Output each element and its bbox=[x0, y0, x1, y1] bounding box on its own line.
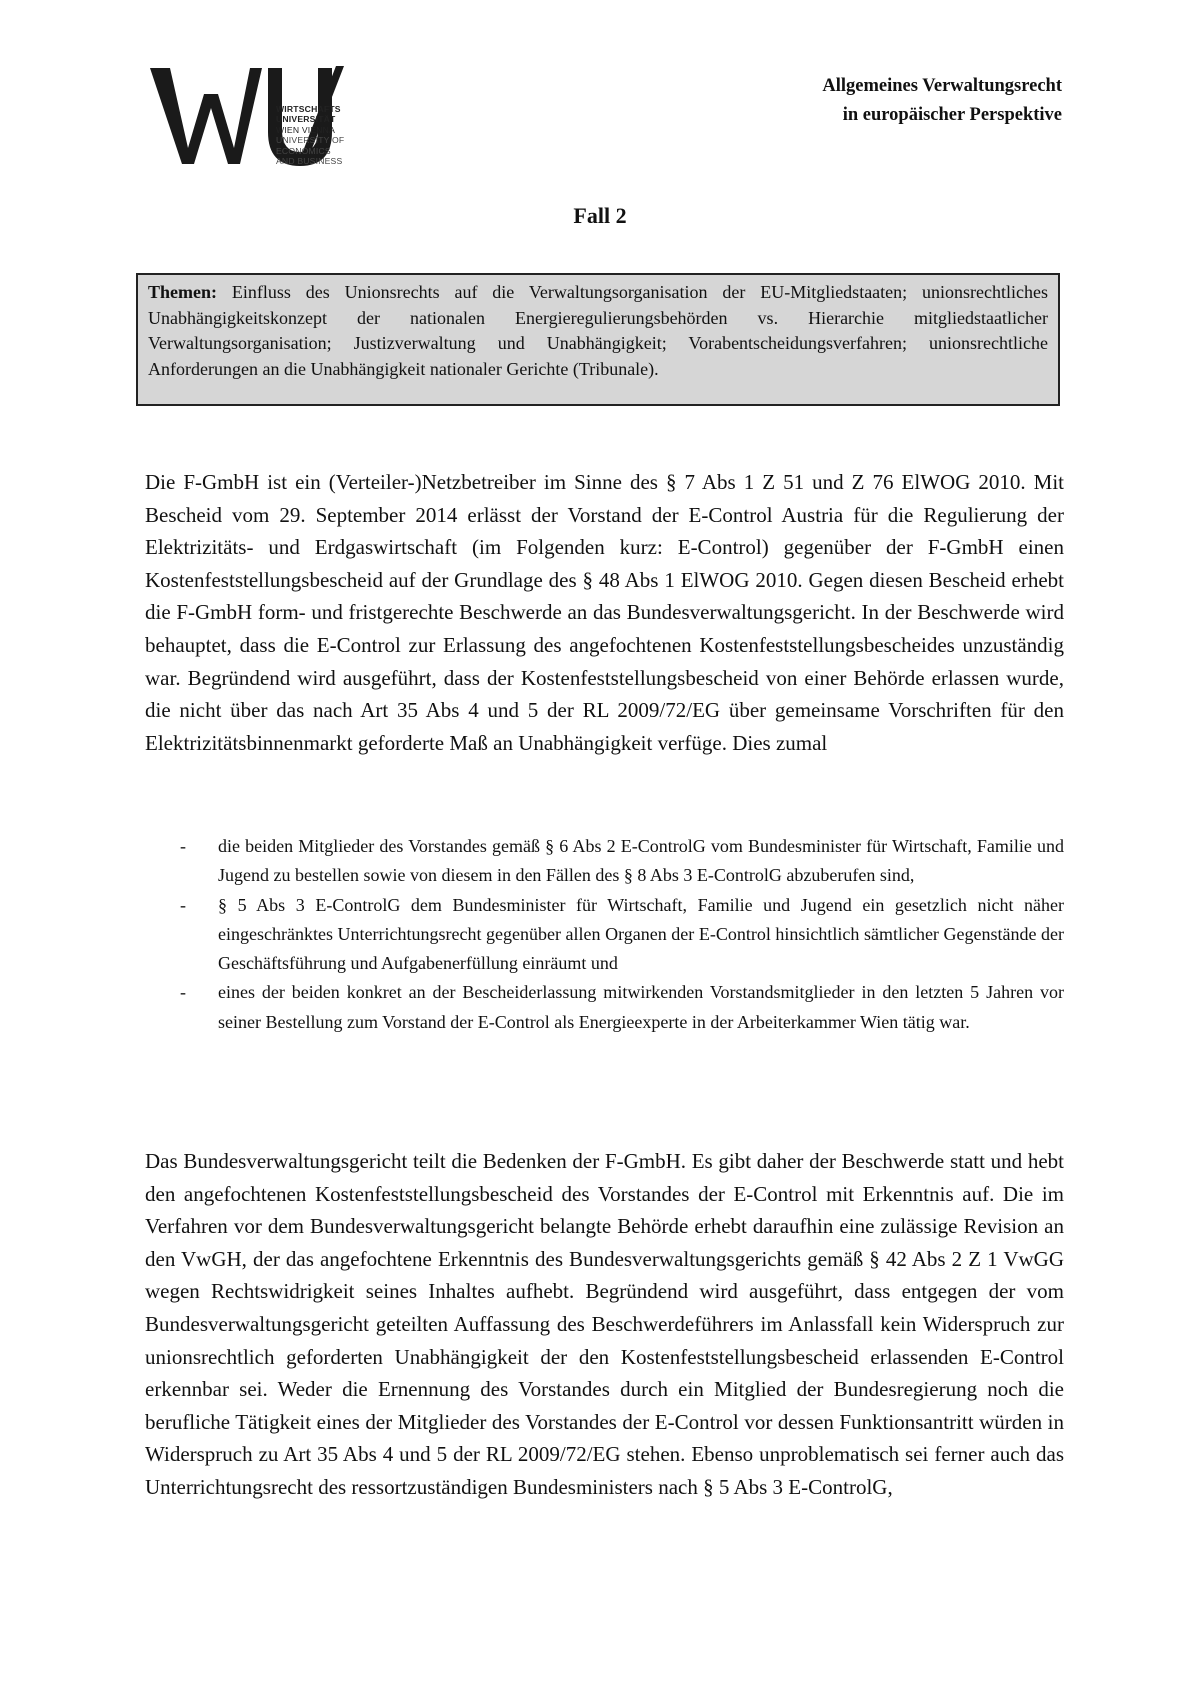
paragraph: Das Bundesverwaltungsgericht teilt die Bedenken der F-GmbH. Es gibt daher der Beschwerde statt und hebt den angefochtenen Kostenfeststellungsbescheid des Vorstandes der E-Control mit Erkenntnis auf. Die im Verfahren vor dem Bundesverwaltungsgericht belangte Behörde erhebt daraufhin eine zulässige Revision an den VwGH, der das angefochtene Erkenntnis des Bundesverwaltungsgerichts gemäß § 42 Abs 2 Z 1 VwGG wegen Rechtswidrigkeit seines Inhaltes aufhebt. Begründend wird ausgeführt, dass entgegen der vom Bundesverwaltungsgericht geteilten Auffassung des Beschwerdeführers im Anlassfall kein Widerspruch zur unionsrechtlich geforderten Unabhängigkeit der den Kostenfeststellungsbescheid erlassenden E-Control erkennbar sei. Weder die Ernennung des Vorstandes durch ein Mitglied der Bundesregierung noch die berufliche Tätigkeit eines der Mitglieder des Vorstandes der E-Control vor dessen Funktionsantritt würden in Widerspruch zu Art 35 Abs 4 und 5 der RL 2009/72/EG stehen. Ebenso unproblematisch sei ferner auch das Unterrichtungsrecht des ressortzuständigen Bundesministers nach § 5 Abs 3 E-ControlG, bbox=[145, 1149, 1064, 1499]
wu-logo-mark: WU bbox=[148, 60, 150, 61]
logo-line: UNIVERSITY OF bbox=[276, 135, 345, 146]
list-item bbox=[180, 978, 1064, 1037]
bullet-list bbox=[180, 832, 1064, 1037]
course-title-line: in europäischer Perspektive bbox=[842, 105, 1062, 125]
list-item bbox=[180, 832, 1064, 891]
topics-label: Themen: bbox=[148, 282, 217, 302]
case-title: Fall 2 bbox=[573, 203, 627, 228]
topics-box bbox=[136, 273, 1060, 406]
topics-text: Einfluss des Unionsrechts auf die Verwaltungsorganisation der EU-Mitgliedstaaten; unionsrechtliches Unabhängigkeitskonzept der nationalen Energieregulierungsbehörden vs. Hierarchie mitgliedstaatlicher Verwaltungsorganisation; Justizverwaltung und Unabhängigkeit; Vorabentscheidungsverfahren; unionsrechtliche Anforderungen an die Unabhängigkeit nationaler Gerichte (Tribunale). bbox=[148, 282, 1048, 379]
list-item-text: § 5 Abs 3 E-ControlG dem Bundesminister für Wirtschaft, Familie und Jugend ein gesetzlich nicht näher eingeschränktes Unterrichtungsrecht gegenüber allen Organen der E-Control hinsichtlich sämtlicher Gegenstände der Geschäftsführung und Aufgabenerfüllung einräumt und bbox=[218, 894, 1064, 974]
logo-wordmark bbox=[276, 104, 344, 166]
logo-line: WIEN VIENNA bbox=[276, 124, 336, 135]
paragraph: Die F-GmbH ist ein (Verteiler-)Netzbetreiber im Sinne des § 7 Abs 1 Z 51 und Z 76 ElWOG 2010. Mit Bescheid vom 29. September 2014 erlässt der Vorstand der E-Control Austria für die Regulierung der Elektrizitäts- und Erdgaswirtschaft (im Folgenden kurz: E-Control) gegenüber der F-GmbH einen Kostenfeststellungsbescheid auf der Grundlage des § 48 Abs 1 ElWOG 2010. Gegen diesen Bescheid erhebt die F-GmbH form- und fristgerechte Beschwerde an das Bundesverwaltungsgericht. In der Beschwerde wird behauptet, dass die E-Control zur Erlassung des angefochtenen Kostenfeststellungsbescheides unzuständig war. Begründend wird ausgeführt, dass der Kostenfeststellungsbescheid von einer Behörde erlassen wurde, die nicht über das nach Art 35 Abs 4 und 5 der RL 2009/72/EG über gemeinsame Vorschriften für den Elektrizitätsbinnenmarkt geforderte Maß an Unabhängigkeit verfüge. Dies zumal bbox=[145, 470, 1064, 755]
bullet-dash: - bbox=[180, 836, 186, 856]
bullet-dash: - bbox=[180, 894, 186, 915]
logo-line: WIRTSCHAFTS bbox=[276, 104, 341, 114]
logo-line: AND BUSINESS bbox=[276, 156, 343, 167]
logo-line: ECONOMICS bbox=[276, 145, 331, 156]
wu-logo bbox=[148, 60, 378, 190]
list-item-text: eines der beiden konkret an der Bescheiderlassung mitwirkenden Vorstandsmitglieder in den letzten 5 Jahren vor seiner Bestellung zum Vorstand der E-Control als Energieexperte in der Arbeiterkammer Wien tätig war. bbox=[218, 982, 1064, 1032]
course-title-line: Allgemeines Verwaltungsrecht bbox=[822, 76, 1062, 96]
bullet-dash: - bbox=[180, 982, 186, 1003]
list-item-text: die beiden Mitglieder des Vorstandes gemäß § 6 Abs 2 E-ControlG vom Bundesminister für Wirtschaft, Familie und Jugend zu bestellen sowie von diesem in den Fällen des § 8 Abs 3 E-ControlG abzuberufen sind, bbox=[218, 836, 1064, 886]
course-title bbox=[822, 72, 1062, 130]
logo-line: UNIVERSITÄT bbox=[276, 114, 336, 125]
list-item bbox=[180, 891, 1064, 979]
